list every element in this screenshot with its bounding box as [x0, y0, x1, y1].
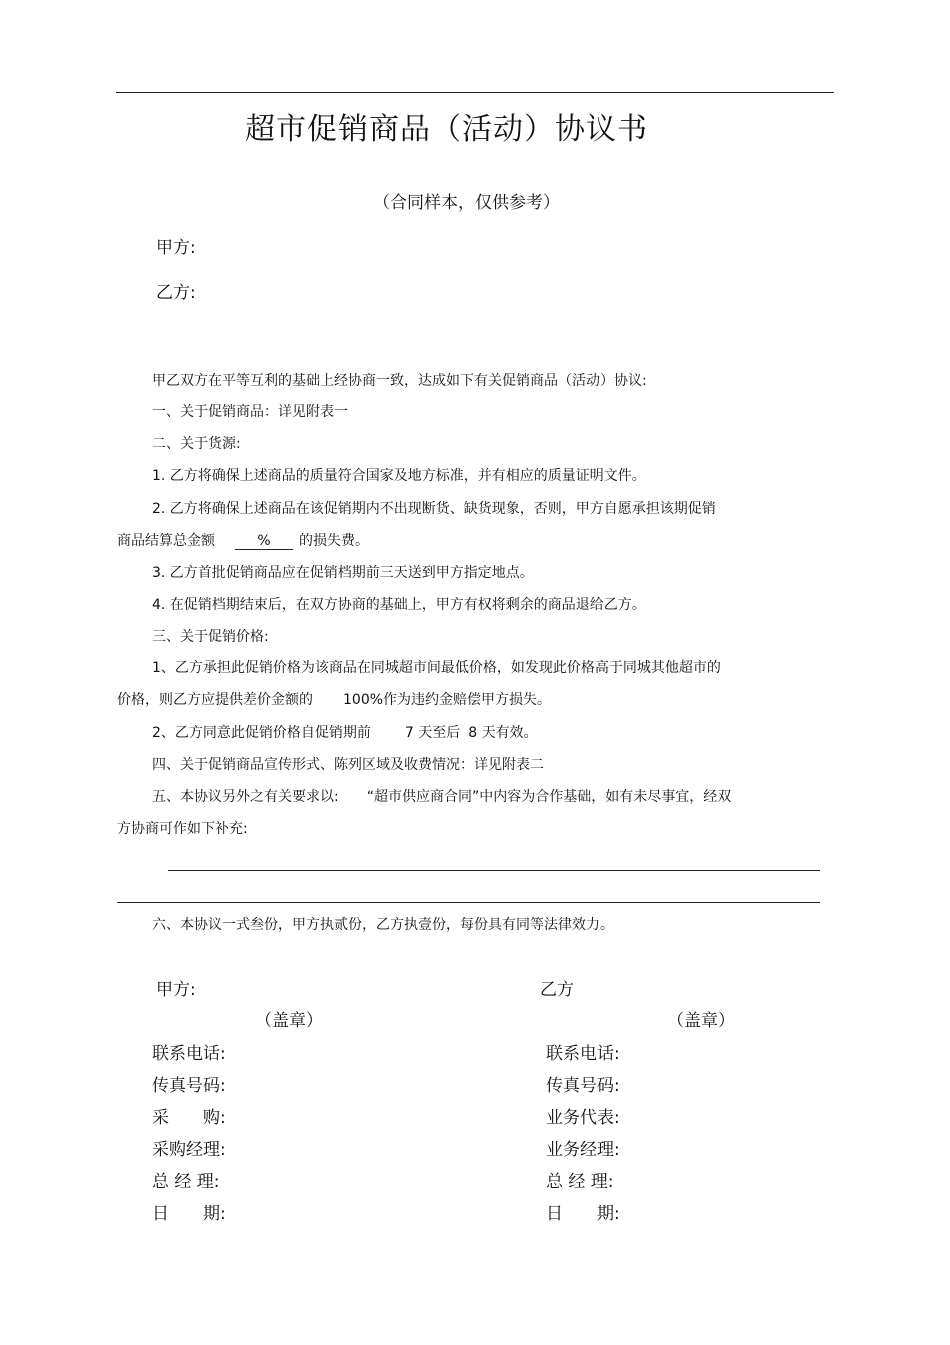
- party-a-label: 甲方:: [156, 238, 196, 258]
- clause-3-2-prefix: 2、乙方同意此促销价格自促销期前: [152, 725, 371, 741]
- days-before: 7 天至后: [404, 725, 461, 741]
- clause-2-2-suffix: 的损失费。: [299, 533, 369, 549]
- party-b-sales-rep: 业务代表:: [546, 1108, 620, 1128]
- top-rule: [116, 92, 834, 93]
- party-a-fax: 传真号码:: [152, 1076, 226, 1096]
- party-b-general-manager: 总 经 理:: [546, 1172, 614, 1192]
- clause-2-2-line1: 2. 乙方将确保上述商品在该促销期内不出现断货、缺货现象，否则，甲方自愿承担该期促销: [152, 501, 716, 517]
- clause-2-1: 1. 乙方将确保上述商品的质量符合国家及地方标准，并有相应的质量证明文件。: [152, 468, 646, 484]
- seal-party-a: （盖章）: [255, 1011, 323, 1031]
- days-after: 8 天有效。: [468, 725, 538, 741]
- supplement-line-1: [168, 870, 820, 871]
- clause-5-line1: [152, 790, 731, 804]
- clause-3-1-line2: [117, 693, 551, 707]
- intro-paragraph: 甲乙双方在平等互利的基础上经协商一致，达成如下有关促销商品（活动）协议:: [152, 373, 647, 389]
- clause-3-1-prefix: 价格，则乙方应提供差价金额的: [117, 692, 313, 708]
- loss-percent-blank: %: [235, 534, 293, 550]
- party-a-purchaser: 采 购:: [152, 1108, 226, 1128]
- party-a-phone: 联系电话:: [152, 1044, 226, 1064]
- party-b-date: 日 期:: [546, 1204, 620, 1224]
- party-b-fax: 传真号码:: [546, 1076, 620, 1096]
- supplement-line-2: [117, 902, 820, 903]
- party-a-purchase-manager: 采购经理:: [152, 1140, 226, 1160]
- document-subtitle: （合同样本，仅供参考）: [373, 193, 560, 213]
- sign-party-b: 乙方: [540, 980, 574, 1000]
- clause-1: 一、关于促销商品：详见附表一: [152, 404, 348, 420]
- clause-6: 六、本协议一式叁份，甲方执贰份，乙方执壹份，每份具有同等法律效力。: [152, 917, 614, 933]
- clause-5-prefix: 五、本协议另外之有关要求以:: [152, 789, 339, 805]
- clause-4: 四、关于促销商品宣传形式、陈列区域及收费情况：详见附表二: [152, 757, 544, 773]
- clause-2-heading: 二、关于货源:: [152, 436, 241, 452]
- party-b-label: 乙方:: [156, 283, 196, 303]
- clause-3-heading: 三、关于促销价格:: [152, 629, 269, 645]
- clause-3-2: [152, 726, 538, 740]
- sign-party-a: 甲方:: [156, 980, 196, 1000]
- party-a-date: 日 期:: [152, 1204, 226, 1224]
- clause-2-3: 3. 乙方首批促销商品应在促销档期前三天送到甲方指定地点。: [152, 565, 534, 581]
- seal-party-b: （盖章）: [667, 1011, 735, 1031]
- clause-3-1-suffix: 作为违约金赔偿甲方损失。: [383, 692, 552, 708]
- clause-5-line2: 方协商可作如下补充:: [117, 821, 248, 837]
- clause-2-4: 4. 在促销档期结束后，在双方协商的基础上，甲方有权将剩余的商品退给乙方。: [152, 597, 646, 613]
- clause-2-2-prefix: 商品结算总金额: [117, 533, 215, 549]
- party-b-phone: 联系电话:: [546, 1044, 620, 1064]
- clause-2-2-line2: [117, 534, 369, 550]
- clause-3-1-line1: 1、乙方承担此促销价格为该商品在同城超市间最低价格，如发现此价格高于同城其他超市的: [152, 660, 721, 676]
- party-a-general-manager: 总 经 理:: [152, 1172, 220, 1192]
- penalty-percent: 100%: [343, 692, 384, 708]
- document-title: 超市促销商品（活动）协议书: [245, 112, 648, 147]
- clause-5-suffix: “超市供应商合同”中内容为合作基础，如有未尽事宜，经双: [366, 789, 732, 805]
- party-b-sales-manager: 业务经理:: [546, 1140, 620, 1160]
